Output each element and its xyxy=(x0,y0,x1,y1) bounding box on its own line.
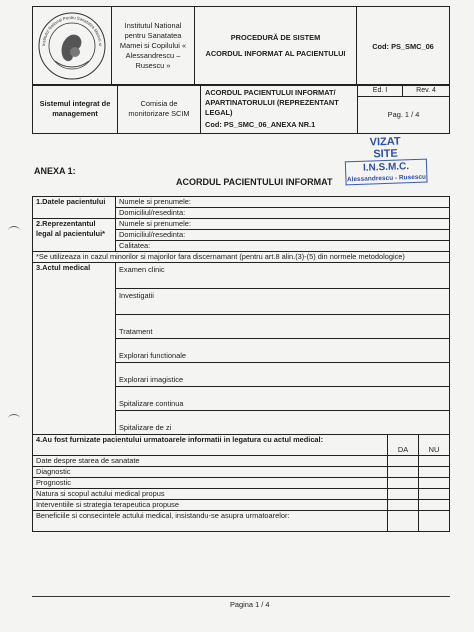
approval-stamp xyxy=(344,135,428,198)
stamp-line: I.N.S.M.C. xyxy=(345,159,427,176)
anexa-title: ACORDUL PACIENTULUI INFORMAT xyxy=(176,177,333,187)
representative-address-field[interactable]: Domiciliul/resedinta: xyxy=(116,230,450,241)
patient-name-field[interactable]: Numele si prenumele: xyxy=(116,197,450,208)
commission-label: Comisia de monitorizare SCIM xyxy=(118,85,201,134)
nu-checkbox[interactable] xyxy=(419,467,450,478)
stamp-line: SITE xyxy=(373,147,399,161)
punch-hole-mark xyxy=(8,226,20,235)
edition-label: Ed. I xyxy=(358,85,403,97)
procedure-subtitle: ACORDUL INFORMAT AL PACIENTULUI xyxy=(205,49,346,58)
logo-cell xyxy=(33,7,112,86)
procedure-title: PROCEDURĂ DE SISTEM xyxy=(230,33,321,42)
footer-page-number: Pagina 1 / 4 xyxy=(230,600,270,609)
da-checkbox[interactable] xyxy=(388,511,419,532)
nu-checkbox[interactable] xyxy=(419,478,450,489)
information-item: Interventiile si strategia terapeutica propuse xyxy=(33,500,388,511)
nu-checkbox[interactable] xyxy=(419,500,450,511)
da-column-header: DA xyxy=(388,435,419,456)
system-label: Sistemul integrat de management xyxy=(33,85,118,134)
revision-label: Rev. 4 xyxy=(403,85,450,97)
logo-text: Institutul National Pentru Sanatatea Mamei si xyxy=(40,14,104,47)
information-question: 4.Au fost furnizate pacientului urmatoarele informatii in legatura cu actul medical: xyxy=(33,435,388,456)
nu-checkbox[interactable] xyxy=(419,456,450,467)
patient-data-label: 1.Datele pacientului xyxy=(33,197,116,219)
information-item: Date despre starea de sanatate xyxy=(33,456,388,467)
annex-title-cell xyxy=(201,85,358,134)
legal-representative-label: 2.Reprezentantul legal al pacientului* xyxy=(33,219,116,252)
da-checkbox[interactable] xyxy=(388,500,419,511)
da-checkbox[interactable] xyxy=(388,467,419,478)
representative-name-field[interactable]: Numele si prenumele: xyxy=(116,219,450,230)
annex-title: ACORDUL PACIENTULUI INFORMAT/ APARTINATORULUI (REPREZENTANT LEGAL) xyxy=(205,88,339,117)
punch-hole-mark xyxy=(8,414,20,423)
institution-name: Institutul National pentru Sanatatea Mamei si Copilului « Alessandrescu – Rusescu » xyxy=(112,7,195,86)
medical-act-item[interactable]: Explorari imagistice xyxy=(116,363,450,387)
medical-act-item[interactable]: Tratament xyxy=(116,315,450,339)
da-checkbox[interactable] xyxy=(388,456,419,467)
medical-act-item[interactable]: Investigatii xyxy=(116,289,450,315)
representative-capacity-field[interactable]: Calitatea: xyxy=(116,241,450,252)
nu-checkbox[interactable] xyxy=(419,511,450,532)
patient-address-field[interactable]: Domiciliul/resedinta: xyxy=(116,208,450,219)
nu-checkbox[interactable] xyxy=(419,489,450,500)
annex-code: Cod: PS_SMC_06_ANEXA NR.1 xyxy=(205,120,316,129)
information-item: Natura si scopul actului medical propus xyxy=(33,489,388,500)
header-table xyxy=(32,6,450,86)
header-table-lower xyxy=(32,84,450,134)
medical-act-item[interactable]: Spitalizare de zi xyxy=(116,411,450,435)
medical-act-item[interactable]: Explorari functionale xyxy=(116,339,450,363)
medical-act-item[interactable]: Examen clinic xyxy=(116,263,450,289)
information-item: Diagnostic xyxy=(33,467,388,478)
medical-act-label: 3.Actul medical xyxy=(33,263,116,435)
stamp-line: VIZAT xyxy=(369,135,401,149)
minors-note: *Se utilizeaza in cazul minorilor si majorilor fara discernamant (pentru art.8 alin.(3)-(5) din normele metodologice) xyxy=(33,252,450,263)
institute-logo-icon xyxy=(37,11,107,81)
stamp-line: Alessandrescu - Rusescu xyxy=(345,173,427,186)
information-item: Beneficiile si consecintele actului medical, insistandu-se asupra urmatoarelor: xyxy=(33,511,388,532)
anexa-label: ANEXA 1: xyxy=(34,166,76,176)
procedure-code: Cod: PS_SMC_06 xyxy=(357,7,450,86)
medical-act-item[interactable]: Spitalizare continua xyxy=(116,387,450,411)
information-item: Prognostic xyxy=(33,478,388,489)
procedure-title-cell xyxy=(195,7,357,86)
page-number-header: Pag. 1 / 4 xyxy=(358,96,450,133)
footer-divider xyxy=(32,596,450,597)
consent-form-table xyxy=(32,196,450,532)
nu-column-header: NU xyxy=(419,435,450,456)
da-checkbox[interactable] xyxy=(388,478,419,489)
da-checkbox[interactable] xyxy=(388,489,419,500)
